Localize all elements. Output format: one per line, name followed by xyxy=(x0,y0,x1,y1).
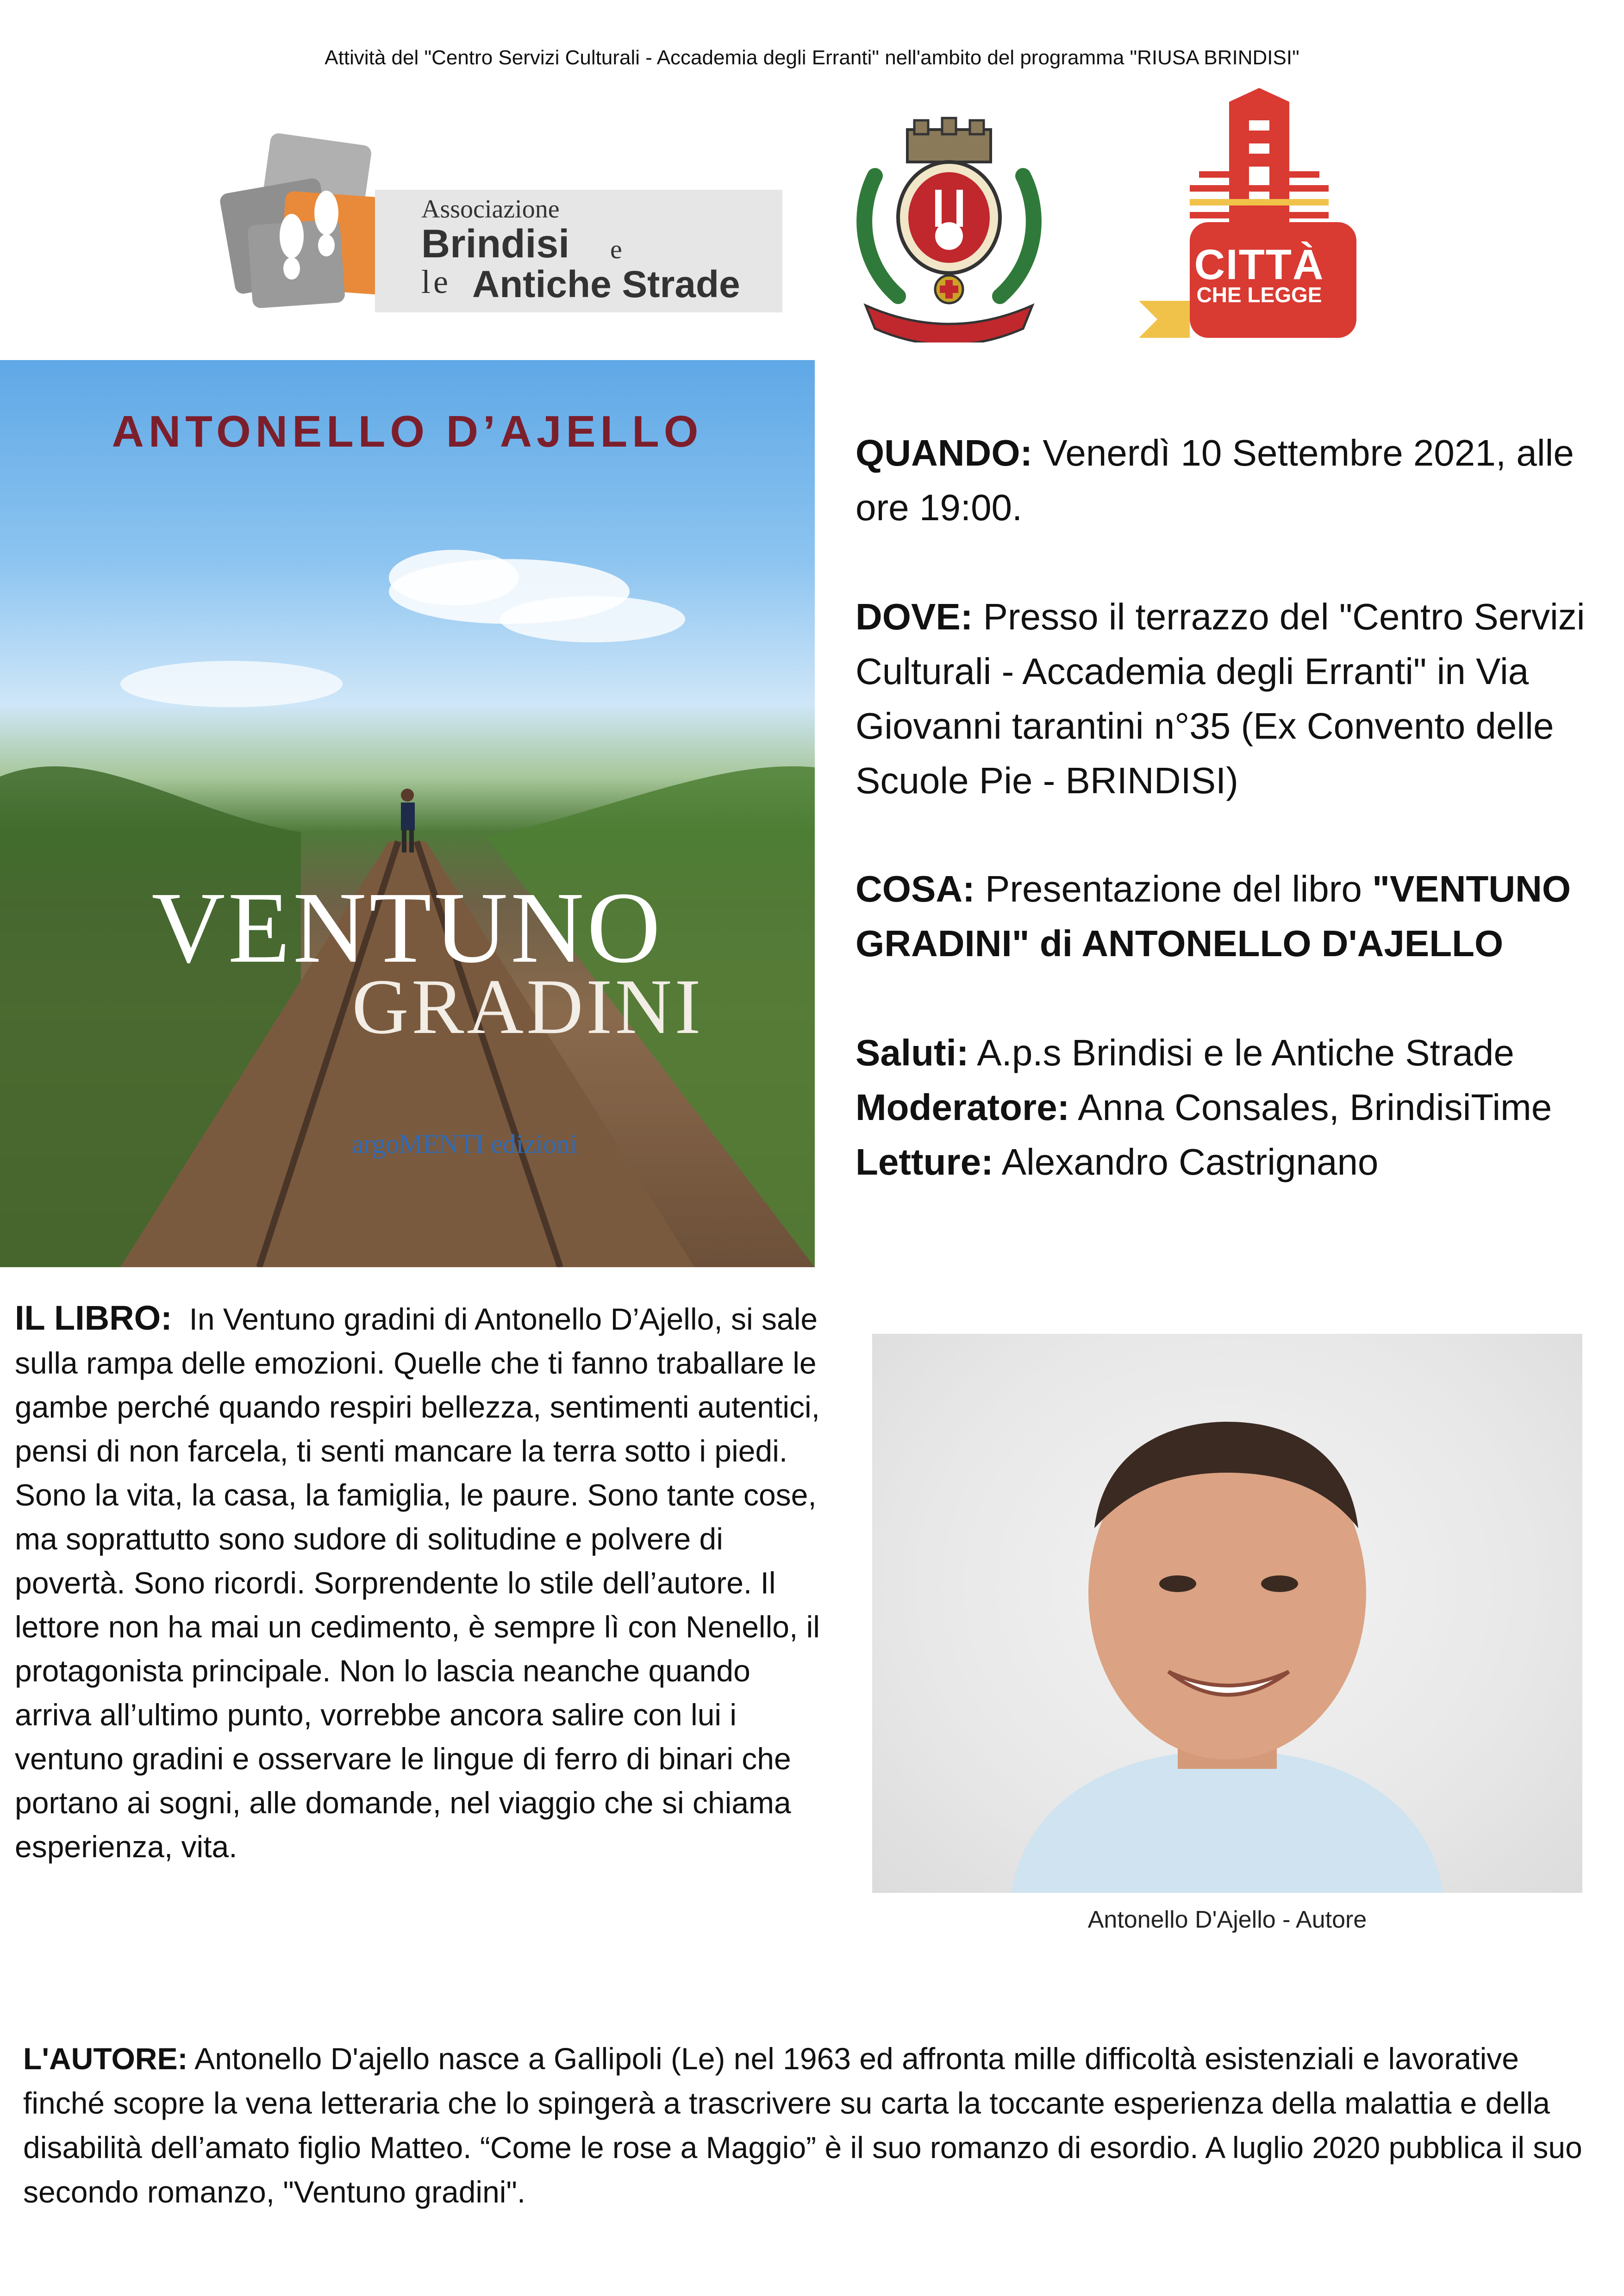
association-line2: Brindisi xyxy=(421,222,570,266)
libro-text: In Ventuno gradini di Antonello D’Ajello, si sale sulla rampa delle emozioni. Quelle che ti fanno traballare le gambe perché quando respiri bellezza, sentimenti autentici, pensi di non farcela, ti senti mancare la terra sotto i piedi. Sono la vita, la casa, la famiglia, le paure. Sono tante cose, ma soprattutto sono sudore di solitudine e polvere di povertà. Sono ricordi. Sorprendente lo stile dell’autore. Il lettore non ha mai un cedimento, è sempre lì con Nenello, il protagonista principale. Non lo lascia neanche quando arriva all’ultimo punto, vorrebbe ancora salire con lui i ventuno gradini e osservare le lingue di ferro di binari che portano ai sogni, alle domande, nel viaggio che si chiama esperienza, vita. xyxy=(15,1302,820,1864)
coat-of-arms-logo xyxy=(838,111,1060,342)
coat-of-arms-icon xyxy=(838,111,1060,342)
book-cover xyxy=(0,360,815,1267)
photo-caption: Antonello D'Ajello - Autore xyxy=(1087,1906,1367,1933)
footprints-icon xyxy=(208,130,403,324)
info-saluti xyxy=(856,1026,1615,1080)
cosa-label: COSA: xyxy=(856,868,975,909)
moderatore-label: Moderatore: xyxy=(856,1087,1070,1128)
association-line3a: le xyxy=(421,263,451,300)
cosa-book-title: "VENTUNO GRADINI" di ANTONELLO D'AJELLO xyxy=(856,868,1571,964)
letture-label: Letture: xyxy=(856,1141,993,1182)
autore-section xyxy=(23,2036,1602,2214)
cover-publisher: argoMENTI edizioni xyxy=(352,1129,577,1159)
info-quando xyxy=(856,426,1605,535)
association-line3b: Antiche Strade xyxy=(472,263,740,305)
top-note: Attività del "Centro Servizi Culturali - Accademia degli Erranti" nell'ambito del programma "RIUSA BRINDISI" xyxy=(325,46,1299,69)
quando-label: QUANDO: xyxy=(856,432,1033,473)
dove-text: Presso il terrazzo del "Centro Servizi Culturali - Accademia degli Erranti" in Via Giovanni tarantini n°35 (Ex Convento delle Scuole Pie - BRINDISI) xyxy=(856,596,1585,801)
cover-author: ANTONELLO D’AJELLO xyxy=(112,407,703,456)
moderatore-text: Anna Consales, BrindisiTime xyxy=(1078,1087,1552,1128)
association-line2b: e xyxy=(610,234,622,264)
cosa-text: Presentazione del libro xyxy=(985,868,1362,909)
cover-title-line2: GRADINI xyxy=(352,963,704,1050)
association-line1: Associazione xyxy=(421,195,560,224)
citta-logo-line2: CHE LEGGE xyxy=(1196,283,1322,307)
info-letture xyxy=(856,1135,1615,1189)
saluti-label: Saluti: xyxy=(856,1032,969,1073)
cover-title-line1: VENTUNO xyxy=(151,871,663,984)
dove-label: DOVE: xyxy=(856,596,973,637)
author-portrait-illustration xyxy=(872,1334,1582,1893)
autore-label: L'AUTORE: xyxy=(23,2041,188,2076)
citta-che-legge-logo xyxy=(1139,88,1380,347)
libro-section xyxy=(15,1296,820,1869)
author-photo xyxy=(872,1334,1582,1893)
citta-logo-line1: CITTÀ xyxy=(1194,241,1324,288)
letture-text: Alexandro Castrignano xyxy=(1001,1141,1379,1182)
saluti-text: A.p.s Brindisi e le Antiche Strade xyxy=(977,1032,1514,1073)
autore-text: Antonello D'ajello nasce a Gallipoli (Le) nel 1963 ed affronta mille difficoltà esistenziali e lavorative finché scopre la vena letteraria che lo spingerà a trascrivere su carta la toccante esperienza della malattia e della disabilità dell’amato figlio Matteo. “Come le rose a Maggio” è il suo romanzo di esordio. A luglio 2020 pubblica il suo secondo romanzo, "Ventuno gradini". xyxy=(23,2041,1582,2209)
quando-text: Venerdì 10 Settembre 2021, alle ore 19:00. xyxy=(856,432,1574,528)
tower-book-icon xyxy=(1139,88,1380,347)
association-logo xyxy=(208,130,782,324)
info-cosa xyxy=(856,862,1615,971)
info-dove xyxy=(856,590,1610,808)
info-moderatore xyxy=(856,1080,1624,1135)
libro-label: IL LIBRO: xyxy=(15,1299,172,1337)
